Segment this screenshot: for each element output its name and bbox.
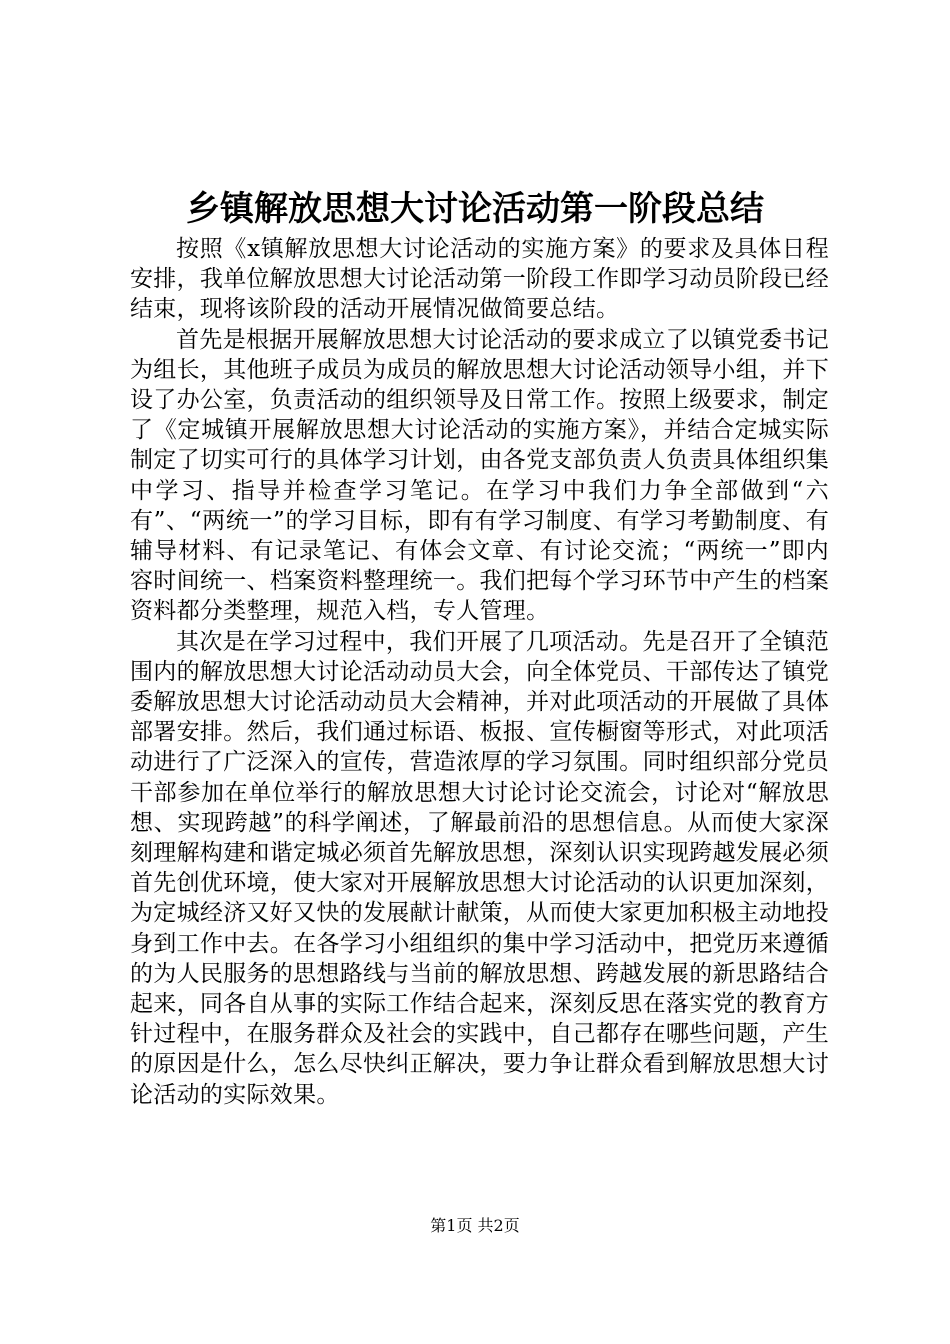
paragraph-activities: 其次是在学习过程中，我们开展了几项活动。先是召开了全镇范围内的解放思想大讨论活动动员大会，向全体党员、干部传达了镇党委解放思想大讨论活动动员大会精神，并对此项活动的开展做了具体部署安排。然后，我们通过标语、板报、宣传橱窗等形式，对此项活动进行了广泛深入的宣传，营造浓厚的学习氛围。同时组织部分党员干部参加在单位举行的解放思想大讨论讨论交流会，讨论对“解放思想、实现跨越”的科学阐述，了解最前沿的思想信息。从而使大家深刻理解构建和谐定城必须首先解放思想，深刻认识实现跨越发展必须首先创优环境，使大家对开展解放思想大讨论活动的认识更加深刻，为定城经济又好又快的发展献计献策，从而使大家更加积极主动地投身到工作中去。在各学习小组组织的集中学习活动中，把党历来遵循的为人民服务的思想路线与当前的解放思想、跨越发展的新思路结合起来，同各自从事的实际工作结合起来，深刻反思在落实党的教育方针过程中，在服务群众及社会的实践中，自己都存在哪些问题，产生的原因是什么，怎么尽快纠正解决，要力争让群众看到解放思想大讨论活动的实际效果。	[130, 628, 829, 1108]
paragraph-organization: 首先是根据开展解放思想大讨论活动的要求成立了以镇党委书记为组长，其他班子成员为成员的解放思想大讨论活动领导小组，并下设了办公室，负责活动的组织领导及日常工作。按照上级要求，制定了《定城镇开展解放思想大讨论活动的实施方案》，并结合定城实际制定了切实可行的具体学习计划，由各党支部负责人负责具体组织集中学习、指导并检查学习笔记。在学习中我们力争全部做到“六有”、“两统一”的学习目标，即有有学习制度、有学习考勤制度、有辅导材料、有记录笔记、有体会文章、有讨论交流；“两统一”即内容时间统一、档案资料整理统一。我们把每个学习环节中产生的档案资料都分类整理，规范入档，专人管理。	[130, 326, 829, 625]
document-title: 乡镇解放思想大讨论活动第一阶段总结	[186, 189, 764, 229]
paragraph-intro: 按照《x镇解放思想大讨论活动的实施方案》的要求及具体日程安排，我单位解放思想大讨论活动第一阶段工作即学习动员阶段已经结束，现将该阶段的活动开展情况做简要总结。	[130, 236, 829, 323]
document-body	[130, 234, 829, 1110]
page-footer: 第1页 共2页	[430, 1216, 520, 1235]
